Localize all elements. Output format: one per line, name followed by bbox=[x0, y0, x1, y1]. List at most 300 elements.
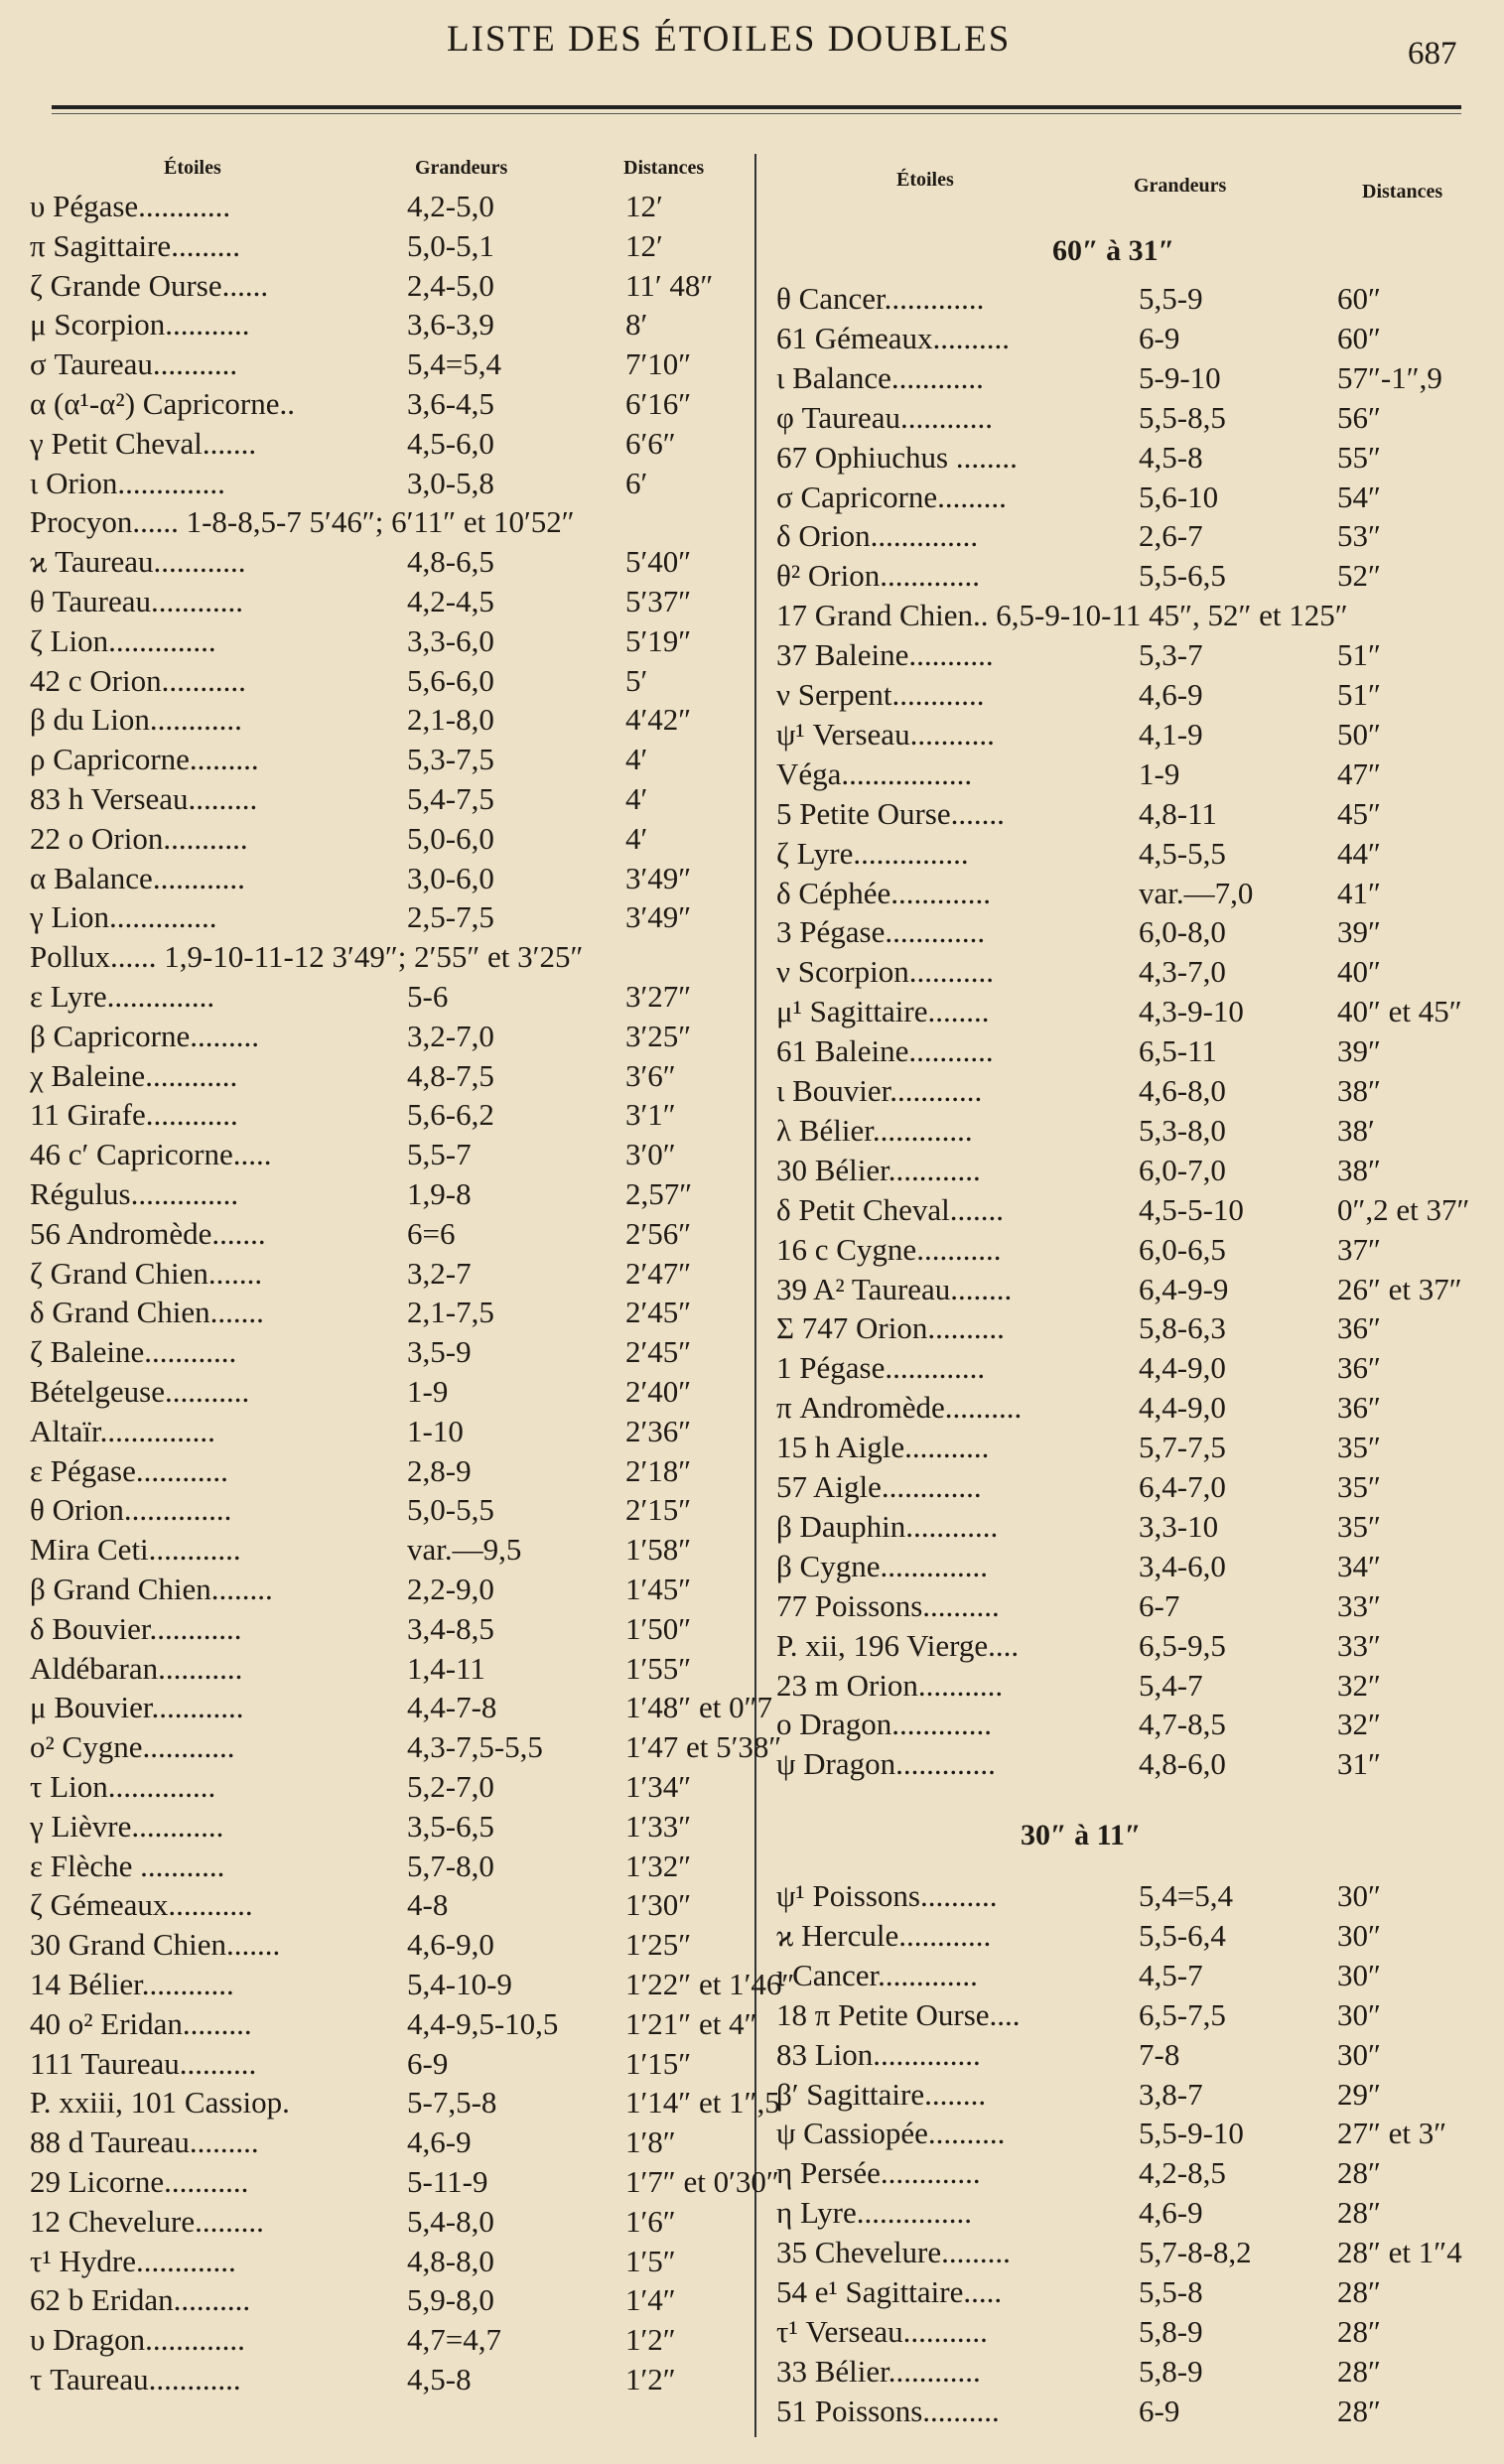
star-magnitude: 4,4-9,0 bbox=[1139, 1390, 1226, 1426]
star-magnitude: 2,5-7,5 bbox=[407, 899, 494, 935]
right-header-distances: Distances bbox=[1362, 181, 1443, 203]
star-magnitude: 4,6-9 bbox=[1139, 677, 1203, 712]
table-row bbox=[30, 1492, 745, 1532]
star-entry-full: 17 Grand Chien.. 6,5-9-10-11 45″, 52″ et 125″ bbox=[776, 598, 1348, 633]
star-distance: 3′49″ bbox=[625, 860, 692, 895]
table-row bbox=[30, 426, 745, 466]
star-distance: 12′ bbox=[625, 227, 663, 263]
table-row bbox=[776, 1668, 1471, 1708]
table-row bbox=[30, 2282, 745, 2322]
table-row bbox=[776, 914, 1471, 954]
star-entry-full: Procyon...... 1-8-8,5-7 5′46″; 6′11″ et 10′52″ bbox=[30, 504, 575, 540]
star-name: δ Grand Chien....... bbox=[30, 1295, 264, 1330]
star-magnitude: 6,4-9-9 bbox=[1139, 1271, 1229, 1306]
star-distance: 6′ bbox=[625, 465, 648, 500]
star-magnitude: 5,5-8,5 bbox=[1139, 399, 1226, 435]
star-magnitude: 2,1-8,0 bbox=[407, 702, 494, 738]
star-magnitude: 4,2-8,5 bbox=[1139, 2155, 1226, 2191]
star-name: 67 Ophiuchus ........ bbox=[776, 439, 1018, 475]
section-header-60-31: 60″ à 31″ bbox=[1052, 234, 1175, 267]
star-name: β′ Sagittaire........ bbox=[776, 2076, 987, 2112]
star-distance: 2′18″ bbox=[625, 1452, 692, 1488]
star-name: 33 Bélier............ bbox=[776, 2353, 981, 2389]
star-name: 54 e¹ Sagittaire..... bbox=[776, 2274, 1003, 2309]
table-row bbox=[30, 386, 745, 426]
star-name: ψ¹ Poissons.......... bbox=[776, 1878, 998, 1913]
star-name: δ Céphée............. bbox=[776, 875, 992, 910]
star-magnitude: 5,5-9-10 bbox=[1139, 2116, 1244, 2151]
page-number: 687 bbox=[1408, 36, 1457, 71]
star-distance: 39″ bbox=[1337, 914, 1381, 950]
star-name: θ Orion.............. bbox=[30, 1492, 232, 1528]
star-magnitude: 4,7-8,5 bbox=[1139, 1707, 1226, 1742]
star-magnitude: 6,5-9,5 bbox=[1139, 1627, 1226, 1663]
table-row bbox=[776, 756, 1471, 796]
star-distance: 1′14″ et 1″,5 bbox=[625, 2085, 780, 2121]
table-row bbox=[776, 1588, 1471, 1628]
star-magnitude: 3,2-7,0 bbox=[407, 1018, 494, 1053]
table-row bbox=[776, 876, 1471, 915]
star-name: ε Flèche ........... bbox=[30, 1848, 225, 1883]
table-row bbox=[30, 2124, 745, 2164]
table-row bbox=[30, 584, 745, 623]
table-row bbox=[30, 1453, 745, 1493]
star-magnitude: 5,4-8,0 bbox=[407, 2203, 494, 2239]
star-name: 88 d Taureau......... bbox=[30, 2124, 259, 2160]
star-distance: 1′4″ bbox=[625, 2282, 676, 2318]
star-magnitude: 4,8-8,0 bbox=[407, 2243, 494, 2278]
star-magnitude: 5,4=5,4 bbox=[1139, 1878, 1233, 1913]
table-row bbox=[30, 2046, 745, 2086]
star-distance: 56″ bbox=[1337, 399, 1381, 435]
star-distance: 30″ bbox=[1337, 2036, 1381, 2072]
star-name: 37 Baleine........... bbox=[776, 637, 994, 673]
star-distance: 30″ bbox=[1337, 1996, 1381, 2032]
star-magnitude: 3,5-9 bbox=[407, 1334, 472, 1370]
star-distance: 1′30″ bbox=[625, 1887, 692, 1923]
star-name: 14 Bélier............ bbox=[30, 1967, 234, 2001]
star-name: ψ¹ Verseau........... bbox=[776, 716, 995, 752]
star-name: α Balance............ bbox=[30, 860, 245, 895]
star-magnitude: 5,5-6,5 bbox=[1139, 558, 1226, 594]
star-distance: 1′21″ et 4″ bbox=[625, 2005, 757, 2041]
star-distance: 30″ bbox=[1337, 1957, 1381, 1992]
page-header bbox=[0, 0, 1504, 129]
table-row bbox=[776, 1958, 1471, 1997]
star-magnitude: 6,5-7,5 bbox=[1139, 1996, 1226, 2032]
star-name: ι Balance............ bbox=[776, 359, 984, 395]
star-name: 39 A² Taureau........ bbox=[776, 1271, 1013, 1306]
star-magnitude: 5,0-5,5 bbox=[407, 1492, 494, 1528]
star-magnitude: 4,5-7 bbox=[1139, 1957, 1203, 1992]
table-row bbox=[776, 321, 1471, 360]
star-name: μ¹ Sagittaire........ bbox=[776, 994, 990, 1029]
star-distance: 28″ et 1″4 bbox=[1337, 2235, 1462, 2270]
star-distance: 2,57″ bbox=[625, 1176, 693, 1211]
table-row bbox=[776, 677, 1471, 717]
star-distance: 33″ bbox=[1337, 1587, 1381, 1623]
star-magnitude: 4,2-4,5 bbox=[407, 584, 494, 618]
star-distance: 35″ bbox=[1337, 1469, 1381, 1504]
star-distance: 51″ bbox=[1337, 677, 1381, 712]
star-name: Véga................. bbox=[776, 755, 973, 791]
star-name: ν Serpent............ bbox=[776, 677, 985, 712]
star-distance: 32″ bbox=[1337, 1667, 1381, 1703]
table-row bbox=[776, 836, 1471, 876]
star-distance: 39″ bbox=[1337, 1033, 1381, 1069]
star-name: 12 Chevelure......... bbox=[30, 2203, 264, 2239]
table-row bbox=[776, 1310, 1471, 1350]
star-entry-full: Pollux...... 1,9-10-11-12 3′49″; 2′55″ et 3′25″ bbox=[30, 939, 584, 975]
table-row bbox=[30, 623, 745, 663]
star-distance: 55″ bbox=[1337, 439, 1381, 475]
star-distance: 1′22″ et 1′46″ bbox=[625, 1967, 795, 2001]
star-distance: 47″ bbox=[1337, 755, 1381, 791]
star-name: P. xii, 196 Vierge.... bbox=[776, 1627, 1020, 1663]
star-distance: 28″ bbox=[1337, 2393, 1381, 2428]
star-name: ν Scorpion........... bbox=[776, 954, 994, 990]
star-distance: 1′47 et 5′38″ bbox=[625, 1729, 782, 1765]
star-name: ζ Lyre............... bbox=[776, 835, 969, 871]
star-magnitude: 5-9-10 bbox=[1139, 359, 1221, 395]
table-row bbox=[30, 1809, 745, 1848]
star-distance: 0″,2 et 37″ bbox=[1337, 1191, 1470, 1227]
star-magnitude: 5,7-8,0 bbox=[407, 1848, 494, 1883]
star-distance: 2′36″ bbox=[625, 1413, 692, 1448]
star-magnitude: 5,8-9 bbox=[1139, 2353, 1203, 2389]
star-magnitude: 3,5-6,5 bbox=[407, 1808, 494, 1844]
star-distance: 8′ bbox=[625, 307, 648, 342]
table-row bbox=[776, 1918, 1471, 1958]
star-distance: 60″ bbox=[1337, 320, 1381, 355]
star-magnitude: 7-8 bbox=[1139, 2036, 1180, 2072]
star-magnitude: 4,5-8 bbox=[1139, 439, 1203, 475]
star-magnitude: 3,4-8,5 bbox=[407, 1610, 494, 1646]
star-magnitude: 6-9 bbox=[1139, 320, 1180, 355]
star-name: 46 c′ Capricorne..... bbox=[30, 1137, 272, 1172]
star-name: 51 Poissons.......... bbox=[776, 2393, 1000, 2428]
star-name: 61 Gémeaux.......... bbox=[776, 320, 1011, 355]
star-distance: 41″ bbox=[1337, 875, 1381, 910]
star-magnitude: 4,8-11 bbox=[1139, 795, 1217, 831]
star-distance: 28″ bbox=[1337, 2313, 1381, 2349]
star-magnitude: 4,6-9 bbox=[1139, 2195, 1203, 2231]
star-name: o² Cygne............ bbox=[30, 1729, 235, 1765]
star-magnitude: 4-8 bbox=[407, 1887, 449, 1923]
star-distance: 38″ bbox=[1337, 1152, 1381, 1187]
star-name: γ Lion.............. bbox=[30, 899, 217, 935]
star-magnitude: 6=6 bbox=[407, 1215, 456, 1251]
star-distance: 2′45″ bbox=[625, 1334, 692, 1370]
table-row bbox=[776, 1192, 1471, 1232]
table-row bbox=[776, 2314, 1471, 2354]
table-row bbox=[776, 717, 1471, 756]
star-distance: 32″ bbox=[1337, 1707, 1381, 1742]
star-distance: 3′6″ bbox=[625, 1057, 676, 1093]
star-distance: 2′40″ bbox=[625, 1374, 692, 1409]
star-magnitude: 4,3-7,0 bbox=[1139, 954, 1226, 990]
table-row bbox=[30, 1019, 745, 1058]
table-row bbox=[30, 781, 745, 821]
star-distance: 11′ 48″ bbox=[625, 267, 714, 303]
star-distance: 1′58″ bbox=[625, 1532, 692, 1568]
star-distance: 3′0″ bbox=[625, 1137, 676, 1172]
star-name: δ Petit Cheval....... bbox=[776, 1191, 1005, 1227]
star-name: β Cygne.............. bbox=[776, 1548, 988, 1583]
star-name: β Capricorne......... bbox=[30, 1018, 259, 1053]
star-name: 111 Taureau.......... bbox=[30, 2045, 257, 2081]
star-magnitude: 4,6-9 bbox=[407, 2124, 472, 2160]
star-distance: 1′45″ bbox=[625, 1572, 692, 1606]
star-distance: 38′ bbox=[1337, 1112, 1375, 1148]
star-magnitude: 5,6-10 bbox=[1139, 479, 1219, 514]
star-magnitude: 5,6-6,0 bbox=[407, 662, 494, 698]
table-row bbox=[776, 400, 1471, 440]
right-header-magnitudes: Grandeurs bbox=[1134, 175, 1227, 197]
star-distance: 36″ bbox=[1337, 1390, 1381, 1426]
star-name: 5 Petite Ourse....... bbox=[776, 795, 1005, 831]
star-distance: 1′5″ bbox=[625, 2243, 676, 2278]
star-magnitude: 6-7 bbox=[1139, 1587, 1180, 1623]
table-row bbox=[776, 994, 1471, 1033]
page-title: LISTE DES ÉTOILES DOUBLES bbox=[447, 19, 1012, 60]
star-magnitude: 1,9-8 bbox=[407, 1176, 472, 1211]
table-row bbox=[30, 663, 745, 703]
star-name: τ Taureau............ bbox=[30, 2362, 241, 2396]
table-row bbox=[30, 504, 745, 544]
star-name: 15 h Aigle........... bbox=[776, 1430, 990, 1465]
table-row bbox=[776, 1272, 1471, 1311]
star-name: 61 Baleine........... bbox=[776, 1033, 994, 1069]
star-magnitude: 5,2-7,0 bbox=[407, 1769, 494, 1804]
header-rule-thin bbox=[52, 113, 1461, 114]
star-distance: 1′8″ bbox=[625, 2124, 676, 2160]
star-distance: 50″ bbox=[1337, 716, 1381, 752]
star-magnitude: 4,8-7,5 bbox=[407, 1057, 494, 1093]
star-distance: 40″ et 45″ bbox=[1337, 994, 1462, 1029]
star-distance: 12′ bbox=[625, 189, 663, 223]
table-row bbox=[30, 1967, 795, 2006]
star-name: Altaïr............... bbox=[30, 1413, 215, 1448]
star-distance: 2′45″ bbox=[625, 1295, 692, 1330]
star-magnitude: 4,4-7-8 bbox=[407, 1690, 497, 1725]
star-magnitude: 6,0-7,0 bbox=[1139, 1152, 1226, 1187]
table-row bbox=[30, 979, 745, 1019]
table-row bbox=[30, 1295, 745, 1334]
star-name: τ Lion.............. bbox=[30, 1769, 216, 1804]
star-name: ε Pégase............ bbox=[30, 1452, 228, 1488]
star-name: 77 Poissons.......... bbox=[776, 1587, 1000, 1623]
star-name: ι Orion.............. bbox=[30, 465, 225, 500]
star-name: ζ Grand Chien....... bbox=[30, 1255, 263, 1291]
star-distance: 60″ bbox=[1337, 281, 1381, 316]
star-distance: 35″ bbox=[1337, 1430, 1381, 1465]
star-magnitude: 2,1-7,5 bbox=[407, 1295, 494, 1330]
table-row bbox=[30, 1729, 782, 1769]
star-name: 56 Andromède....... bbox=[30, 1215, 266, 1251]
star-distance: 7′10″ bbox=[625, 346, 692, 382]
star-distance: 52″ bbox=[1337, 558, 1381, 594]
star-distance: 1′48″ et 0″7 bbox=[625, 1690, 772, 1725]
star-magnitude: 4,4-9,5-10,5 bbox=[407, 2005, 559, 2041]
star-name: 1 Pégase............. bbox=[776, 1350, 986, 1386]
star-magnitude: 5,5-9 bbox=[1139, 281, 1203, 316]
star-distance: 4′ bbox=[625, 742, 648, 777]
table-row bbox=[776, 1549, 1471, 1588]
table-row bbox=[30, 939, 745, 979]
table-row bbox=[776, 440, 1471, 479]
table-row bbox=[776, 2037, 1471, 2077]
star-magnitude: 3,0-6,0 bbox=[407, 860, 494, 895]
table-row bbox=[30, 268, 745, 308]
star-magnitude: var.—9,5 bbox=[407, 1532, 522, 1568]
star-name: γ Lièvre............ bbox=[30, 1808, 224, 1844]
star-name: μ Scorpion........... bbox=[30, 307, 250, 342]
table-row bbox=[30, 1058, 745, 1098]
star-name: β du Lion............ bbox=[30, 702, 242, 738]
star-name: Mira Ceti............ bbox=[30, 1532, 241, 1568]
table-row bbox=[776, 2394, 1471, 2433]
table-row bbox=[776, 2116, 1471, 2155]
star-magnitude: 4,6-8,0 bbox=[1139, 1073, 1226, 1108]
star-distance: 3′25″ bbox=[625, 1018, 692, 1053]
star-distance: 28″ bbox=[1337, 2274, 1381, 2309]
star-distance: 5′ bbox=[625, 662, 648, 698]
star-magnitude: 5-11-9 bbox=[407, 2164, 488, 2199]
star-distance: 57″-1″,9 bbox=[1337, 359, 1442, 395]
table-row bbox=[30, 2204, 745, 2244]
star-name: σ Taureau........... bbox=[30, 346, 238, 382]
star-name: 83 h Verseau......... bbox=[30, 781, 258, 816]
star-magnitude: 5,0-6,0 bbox=[407, 820, 494, 856]
star-magnitude: 5-6 bbox=[407, 979, 449, 1014]
table-row bbox=[30, 1848, 745, 1888]
star-magnitude: 3,4-6,0 bbox=[1139, 1548, 1226, 1583]
star-distance: 26″ et 37″ bbox=[1337, 1271, 1462, 1306]
table-row bbox=[30, 1651, 745, 1691]
star-distance: 35″ bbox=[1337, 1508, 1381, 1544]
star-magnitude: 5,6-6,2 bbox=[407, 1097, 494, 1133]
star-magnitude: 2,4-5,0 bbox=[407, 267, 494, 303]
star-name: α (α¹-α²) Capricorne.. bbox=[30, 386, 295, 421]
table-row bbox=[776, 2235, 1471, 2274]
star-distance: 38″ bbox=[1337, 1073, 1381, 1108]
star-distance: 4′ bbox=[625, 781, 648, 816]
table-row bbox=[776, 1707, 1471, 1746]
star-magnitude: 3,8-7 bbox=[1139, 2076, 1203, 2112]
star-name: Aldébaran........... bbox=[30, 1650, 243, 1686]
table-row bbox=[776, 637, 1471, 677]
star-magnitude: 3,3-6,0 bbox=[407, 622, 494, 658]
table-row bbox=[30, 1572, 745, 1611]
star-magnitude: 1-9 bbox=[1139, 755, 1180, 791]
table-row bbox=[30, 742, 745, 781]
star-magnitude: 2,8-9 bbox=[407, 1452, 472, 1488]
star-distance: 2′47″ bbox=[625, 1255, 692, 1291]
star-name: ζ Gémeaux........... bbox=[30, 1887, 253, 1923]
star-name: ε Lyre.............. bbox=[30, 979, 215, 1014]
star-name: 3 Pégase............. bbox=[776, 914, 986, 950]
star-distance: 1′2″ bbox=[625, 2322, 676, 2358]
table-row bbox=[776, 1073, 1471, 1113]
star-distance: 1′7″ et 0′30″ bbox=[625, 2164, 779, 2199]
star-magnitude: 3,3-10 bbox=[1139, 1508, 1219, 1544]
star-name: ζ Baleine............ bbox=[30, 1334, 237, 1370]
star-distance: 1′15″ bbox=[625, 2045, 692, 2081]
star-distance: 28″ bbox=[1337, 2353, 1381, 2389]
star-magnitude: 6,0-6,5 bbox=[1139, 1231, 1226, 1267]
star-name: P. xxiii, 101 Cassiop. bbox=[30, 2085, 290, 2121]
star-distance: 40″ bbox=[1337, 954, 1381, 990]
star-distance: 44″ bbox=[1337, 835, 1381, 871]
star-distance: 1′50″ bbox=[625, 1610, 692, 1646]
star-name: υ Dragon............. bbox=[30, 2322, 245, 2358]
star-distance: 28″ bbox=[1337, 2195, 1381, 2231]
star-name: β Grand Chien........ bbox=[30, 1572, 273, 1606]
star-distance: 5′40″ bbox=[625, 544, 692, 580]
star-name: 62 b Eridan.......... bbox=[30, 2282, 251, 2318]
table-row bbox=[30, 899, 745, 939]
star-magnitude: 5,5-8 bbox=[1139, 2274, 1203, 2309]
star-name: o Dragon............. bbox=[776, 1707, 992, 1742]
star-name: θ Cancer............. bbox=[776, 281, 985, 316]
table-row bbox=[30, 2005, 757, 2046]
star-distance: 6′16″ bbox=[625, 386, 692, 421]
section-header-30-11: 30″ à 11″ bbox=[1021, 1819, 1142, 1851]
table-row bbox=[776, 954, 1471, 994]
star-distance: 28″ bbox=[1337, 2155, 1381, 2191]
star-name: 11 Girafe............ bbox=[30, 1097, 238, 1133]
star-distance: 1′2″ bbox=[625, 2362, 676, 2396]
star-name: σ Capricorne......... bbox=[776, 479, 1007, 514]
table-row bbox=[776, 1033, 1471, 1073]
table-row bbox=[30, 1137, 745, 1176]
table-row bbox=[776, 1350, 1471, 1390]
star-name: δ Orion.............. bbox=[776, 518, 979, 554]
star-distance: 2′15″ bbox=[625, 1492, 692, 1528]
star-magnitude: 4,3-7,5-5,5 bbox=[407, 1729, 543, 1765]
star-distance: 29″ bbox=[1337, 2076, 1381, 2112]
star-name: 42 c Orion........... bbox=[30, 662, 246, 698]
star-distance: 30″ bbox=[1337, 1917, 1381, 1953]
star-magnitude: 5,0-5,1 bbox=[407, 227, 494, 263]
star-distance: 4′ bbox=[625, 820, 648, 856]
star-magnitude: 4,1-9 bbox=[1139, 716, 1203, 752]
star-name: μ Bouvier............ bbox=[30, 1690, 244, 1725]
star-magnitude: 5,5-6,4 bbox=[1139, 1917, 1226, 1953]
star-magnitude: 4,5-5,5 bbox=[1139, 835, 1226, 871]
star-magnitude: 5,7-7,5 bbox=[1139, 1430, 1226, 1465]
star-name: η Persée............. bbox=[776, 2155, 981, 2191]
table-row bbox=[776, 1509, 1471, 1549]
star-name: ζ Grande Ourse...... bbox=[30, 267, 269, 303]
table-row bbox=[30, 1769, 745, 1809]
star-name: π Andromède.......... bbox=[776, 1390, 1023, 1426]
table-row bbox=[30, 1176, 745, 1216]
star-magnitude: 4,8-6,0 bbox=[1139, 1746, 1226, 1782]
table-row bbox=[30, 466, 745, 505]
star-distance: 5′37″ bbox=[625, 584, 692, 618]
star-magnitude: 6,5-11 bbox=[1139, 1033, 1217, 1069]
star-magnitude: 3,0-5,8 bbox=[407, 465, 494, 500]
star-distance: 1′33″ bbox=[625, 1808, 692, 1844]
table-row bbox=[776, 360, 1471, 400]
table-row bbox=[776, 1628, 1471, 1668]
table-row bbox=[776, 2077, 1471, 2117]
star-name: δ Bouvier............ bbox=[30, 1610, 242, 1646]
star-distance: 1′6″ bbox=[625, 2203, 676, 2239]
table-row bbox=[776, 1997, 1471, 2037]
